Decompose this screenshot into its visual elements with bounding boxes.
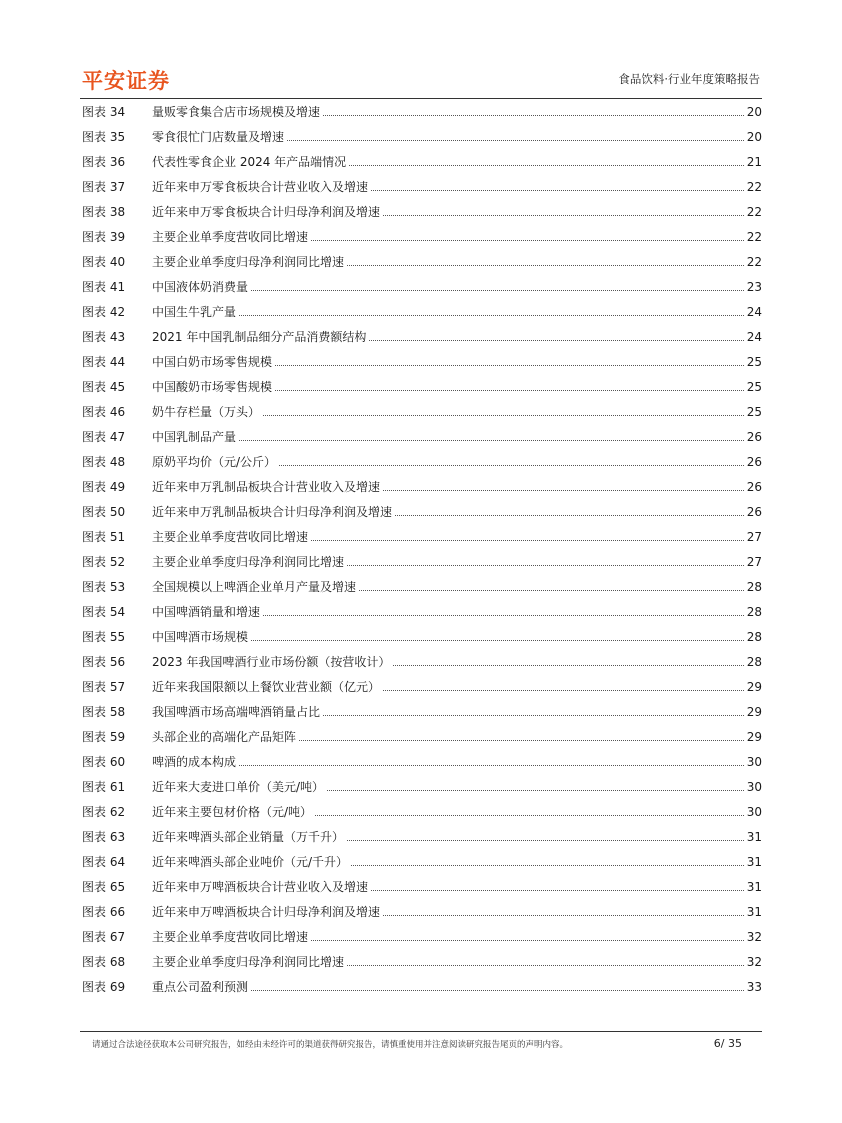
toc-entry[interactable] <box>82 621 762 646</box>
toc-entry-page: 27 <box>746 530 762 544</box>
toc-dot-leader <box>263 615 744 616</box>
toc-dot-leader <box>347 265 744 266</box>
toc-entry-title: 主要企业单季度营收同比增速 <box>152 930 309 944</box>
toc-entry-page: 27 <box>746 555 762 569</box>
toc-entry[interactable] <box>82 296 762 321</box>
toc-entry-label: 图表 46 <box>82 405 126 419</box>
toc-dot-leader <box>393 665 743 666</box>
toc-entry-label: 图表 59 <box>82 730 126 744</box>
toc-entry[interactable] <box>82 221 762 246</box>
toc-entry-label: 图表 45 <box>82 380 126 394</box>
toc-entry-title: 近年来啤酒头部企业销量（万千升） <box>152 830 345 844</box>
toc-entry-page: 26 <box>746 480 762 494</box>
toc-entry[interactable] <box>82 771 762 796</box>
toc-entry-title: 中国酸奶市场零售规模 <box>152 380 273 394</box>
toc-dot-leader <box>349 165 744 166</box>
toc-dot-leader <box>369 340 743 341</box>
toc-entry-page: 26 <box>746 455 762 469</box>
toc-dot-leader <box>395 515 744 516</box>
toc-entry-page: 30 <box>746 780 762 794</box>
toc-entry-label: 图表 40 <box>82 255 126 269</box>
toc-entry-label: 图表 52 <box>82 555 126 569</box>
toc-entry-label: 图表 66 <box>82 905 126 919</box>
toc-entry[interactable] <box>82 446 762 471</box>
toc-entry-page: 31 <box>746 880 762 894</box>
toc-entry[interactable] <box>82 321 762 346</box>
toc-entry-page: 20 <box>746 105 762 119</box>
toc-entry-title: 近年来申万零食板块合计营业收入及增速 <box>152 180 369 194</box>
toc-entry[interactable] <box>82 496 762 521</box>
toc-entry-label: 图表 53 <box>82 580 126 594</box>
toc-entry-title: 头部企业的高端化产品矩阵 <box>152 730 297 744</box>
toc-entry-page: 31 <box>746 905 762 919</box>
toc-entry[interactable] <box>82 546 762 571</box>
toc-entry-page: 32 <box>746 930 762 944</box>
toc-entry-page: 22 <box>746 255 762 269</box>
toc-entry-title: 近年来申万啤酒板块合计归母净利润及增速 <box>152 905 381 919</box>
toc-entry[interactable] <box>82 421 762 446</box>
toc-entry-title: 中国啤酒销量和增速 <box>152 605 261 619</box>
toc-entry-page: 30 <box>746 805 762 819</box>
toc-dot-leader <box>311 240 744 241</box>
toc-entry[interactable] <box>82 696 762 721</box>
toc-entry-title: 中国生牛乳产量 <box>152 305 237 319</box>
toc-entry-label: 图表 65 <box>82 880 126 894</box>
toc-dot-leader <box>323 115 744 116</box>
toc-dot-leader <box>275 390 744 391</box>
toc-entry[interactable] <box>82 521 762 546</box>
toc-entry[interactable] <box>82 471 762 496</box>
toc-entry-label: 图表 55 <box>82 630 126 644</box>
toc-entry[interactable] <box>82 971 762 996</box>
toc-entry-label: 图表 50 <box>82 505 126 519</box>
toc-dot-leader <box>275 365 744 366</box>
toc-dot-leader <box>287 140 744 141</box>
toc-dot-leader <box>315 815 744 816</box>
toc-entry-title: 主要企业单季度营收同比增速 <box>152 230 309 244</box>
toc-entry-page: 24 <box>746 330 762 344</box>
toc-entry-label: 图表 36 <box>82 155 126 169</box>
toc-dot-leader <box>347 840 744 841</box>
toc-entry-title: 奶牛存栏量（万头） <box>152 405 261 419</box>
toc-entry-label: 图表 34 <box>82 105 126 119</box>
toc-entry-label: 图表 48 <box>82 455 126 469</box>
toc-entry-title: 啤酒的成本构成 <box>152 755 237 769</box>
toc-entry[interactable] <box>82 921 762 946</box>
toc-entry-page: 21 <box>746 155 762 169</box>
report-title: 食品饮料·行业年度策略报告 <box>618 72 760 86</box>
toc-entry-label: 图表 42 <box>82 305 126 319</box>
toc-entry-page: 29 <box>746 680 762 694</box>
toc-entry-title: 近年来申万乳制品板块合计营业收入及增速 <box>152 480 381 494</box>
toc-dot-leader <box>323 715 744 716</box>
toc-entry[interactable] <box>82 796 762 821</box>
toc-dot-leader <box>347 965 744 966</box>
toc-entry-title: 中国乳制品产量 <box>152 430 237 444</box>
toc-dot-leader <box>383 215 744 216</box>
toc-entry-page: 31 <box>746 830 762 844</box>
toc-entry-title: 近年来我国限额以上餐饮业营业额（亿元） <box>152 680 381 694</box>
toc-entry[interactable] <box>82 671 762 696</box>
toc-dot-leader <box>239 440 744 441</box>
toc-dot-leader <box>311 940 744 941</box>
page-number: 6/ 35 <box>713 1037 742 1050</box>
toc-entry-title: 2021 年中国乳制品细分产品消费额结构 <box>152 330 367 344</box>
toc-entry-page: 22 <box>746 205 762 219</box>
toc-entry-label: 图表 39 <box>82 230 126 244</box>
toc-entry[interactable] <box>82 721 762 746</box>
toc-entry[interactable] <box>82 821 762 846</box>
toc-entry-page: 32 <box>746 955 762 969</box>
toc-entry-page: 26 <box>746 430 762 444</box>
toc-entry-title: 零食很忙门店数量及增速 <box>152 130 285 144</box>
company-logo: 平安证券 <box>82 69 170 93</box>
toc-entry-label: 图表 41 <box>82 280 126 294</box>
toc-entry-title: 全国规模以上啤酒企业单月产量及增速 <box>152 580 357 594</box>
toc-entry-label: 图表 51 <box>82 530 126 544</box>
toc-entry-label: 图表 68 <box>82 955 126 969</box>
toc-entry-title: 代表性零食企业 2024 年产品端情况 <box>152 155 347 169</box>
toc-entry-page: 30 <box>746 755 762 769</box>
toc-entry-title: 近年来申万啤酒板块合计营业收入及增速 <box>152 880 369 894</box>
toc-entry-page: 29 <box>746 705 762 719</box>
toc-entry-title: 量贩零食集合店市场规模及增速 <box>152 105 321 119</box>
toc-entry-page: 33 <box>746 980 762 994</box>
toc-dot-leader <box>299 740 744 741</box>
toc-entry[interactable] <box>82 346 762 371</box>
toc-entry-title: 主要企业单季度归母净利润同比增速 <box>152 955 345 969</box>
toc-entry[interactable] <box>82 271 762 296</box>
toc-entry[interactable] <box>82 846 762 871</box>
toc-entry-label: 图表 58 <box>82 705 126 719</box>
toc-entry-page: 31 <box>746 855 762 869</box>
toc-entry[interactable] <box>82 146 762 171</box>
page-header <box>80 62 762 99</box>
toc-entry-page: 22 <box>746 180 762 194</box>
toc-entry-page: 22 <box>746 230 762 244</box>
footer-disclaimer: 请通过合法途径获取本公司研究报告，如经由未经许可的渠道获得研究报告，请慎重使用并注意阅读研究报告尾页的声明内容。 <box>92 1040 569 1050</box>
toc-entry[interactable] <box>82 96 762 121</box>
toc-entry[interactable] <box>82 946 762 971</box>
toc-entry-label: 图表 56 <box>82 655 126 669</box>
toc-dot-leader <box>311 540 744 541</box>
toc-entry[interactable] <box>82 871 762 896</box>
toc-entry-page: 25 <box>746 380 762 394</box>
toc-dot-leader <box>383 915 744 916</box>
toc-entry-page: 28 <box>746 580 762 594</box>
toc-entry-label: 图表 35 <box>82 130 126 144</box>
toc-entry[interactable] <box>82 396 762 421</box>
toc-entry-title: 主要企业单季度归母净利润同比增速 <box>152 255 345 269</box>
toc-entry[interactable] <box>82 121 762 146</box>
toc-entry-page: 24 <box>746 305 762 319</box>
toc-entry-label: 图表 43 <box>82 330 126 344</box>
toc-dot-leader <box>371 190 744 191</box>
toc-entry-title: 我国啤酒市场高端啤酒销量占比 <box>152 705 321 719</box>
toc-dot-leader <box>383 690 744 691</box>
toc-entry-title: 近年来主要包材价格（元/吨） <box>152 805 313 819</box>
toc-dot-leader <box>279 465 744 466</box>
toc-entry-label: 图表 44 <box>82 355 126 369</box>
toc-entry-title: 原奶平均价（元/公斤） <box>152 455 277 469</box>
toc-entry[interactable] <box>82 371 762 396</box>
toc-dot-leader <box>347 565 744 566</box>
toc-dot-leader <box>251 640 744 641</box>
toc-dot-leader <box>239 315 744 316</box>
toc-entry[interactable] <box>82 746 762 771</box>
toc-entry-label: 图表 47 <box>82 430 126 444</box>
toc-entry-title: 中国液体奶消费量 <box>152 280 249 294</box>
toc-entry-page: 25 <box>746 405 762 419</box>
toc-entry-title: 重点公司盈利预测 <box>152 980 249 994</box>
toc-entry[interactable] <box>82 571 762 596</box>
toc-entry-label: 图表 57 <box>82 680 126 694</box>
toc-entry-title: 中国啤酒市场规模 <box>152 630 249 644</box>
toc-entry-page: 28 <box>746 630 762 644</box>
toc-entry-page: 28 <box>746 655 762 669</box>
toc-entry[interactable] <box>82 171 762 196</box>
toc-entry-label: 图表 49 <box>82 480 126 494</box>
toc-entry-page: 25 <box>746 355 762 369</box>
toc-entry-label: 图表 67 <box>82 930 126 944</box>
toc-dot-leader <box>327 790 744 791</box>
toc-entry-label: 图表 37 <box>82 180 126 194</box>
toc-entry-page: 26 <box>746 505 762 519</box>
toc-entry-title: 2023 年我国啤酒行业市场份额（按营收计） <box>152 655 391 669</box>
toc-entry-title: 近年来申万乳制品板块合计归母净利润及增速 <box>152 505 393 519</box>
toc-entry[interactable] <box>82 196 762 221</box>
toc-dot-leader <box>383 490 744 491</box>
page-footer <box>80 1031 762 1056</box>
toc-dot-leader <box>263 415 744 416</box>
toc-dot-leader <box>371 890 744 891</box>
toc-entry-label: 图表 63 <box>82 830 126 844</box>
figure-list <box>82 96 762 996</box>
toc-entry-label: 图表 60 <box>82 755 126 769</box>
toc-entry-title: 近年来大麦进口单价（美元/吨） <box>152 780 325 794</box>
toc-dot-leader <box>359 590 744 591</box>
toc-dot-leader <box>351 865 744 866</box>
toc-entry-title: 近年来啤酒头部企业吨价（元/千升） <box>152 855 349 869</box>
toc-entry-page: 23 <box>746 280 762 294</box>
toc-entry-label: 图表 69 <box>82 980 126 994</box>
toc-entry[interactable] <box>82 896 762 921</box>
toc-entry[interactable] <box>82 596 762 621</box>
toc-entry-title: 近年来申万零食板块合计归母净利润及增速 <box>152 205 381 219</box>
toc-dot-leader <box>251 990 744 991</box>
toc-entry[interactable] <box>82 246 762 271</box>
toc-entry-label: 图表 64 <box>82 855 126 869</box>
toc-entry-page: 29 <box>746 730 762 744</box>
toc-entry[interactable] <box>82 646 762 671</box>
toc-entry-title: 主要企业单季度归母净利润同比增速 <box>152 555 345 569</box>
toc-entry-page: 28 <box>746 605 762 619</box>
toc-dot-leader <box>251 290 744 291</box>
toc-entry-label: 图表 62 <box>82 805 126 819</box>
toc-entry-page: 20 <box>746 130 762 144</box>
toc-entry-label: 图表 54 <box>82 605 126 619</box>
toc-entry-title: 中国白奶市场零售规模 <box>152 355 273 369</box>
toc-entry-label: 图表 61 <box>82 780 126 794</box>
toc-dot-leader <box>239 765 744 766</box>
toc-entry-title: 主要企业单季度营收同比增速 <box>152 530 309 544</box>
toc-entry-label: 图表 38 <box>82 205 126 219</box>
